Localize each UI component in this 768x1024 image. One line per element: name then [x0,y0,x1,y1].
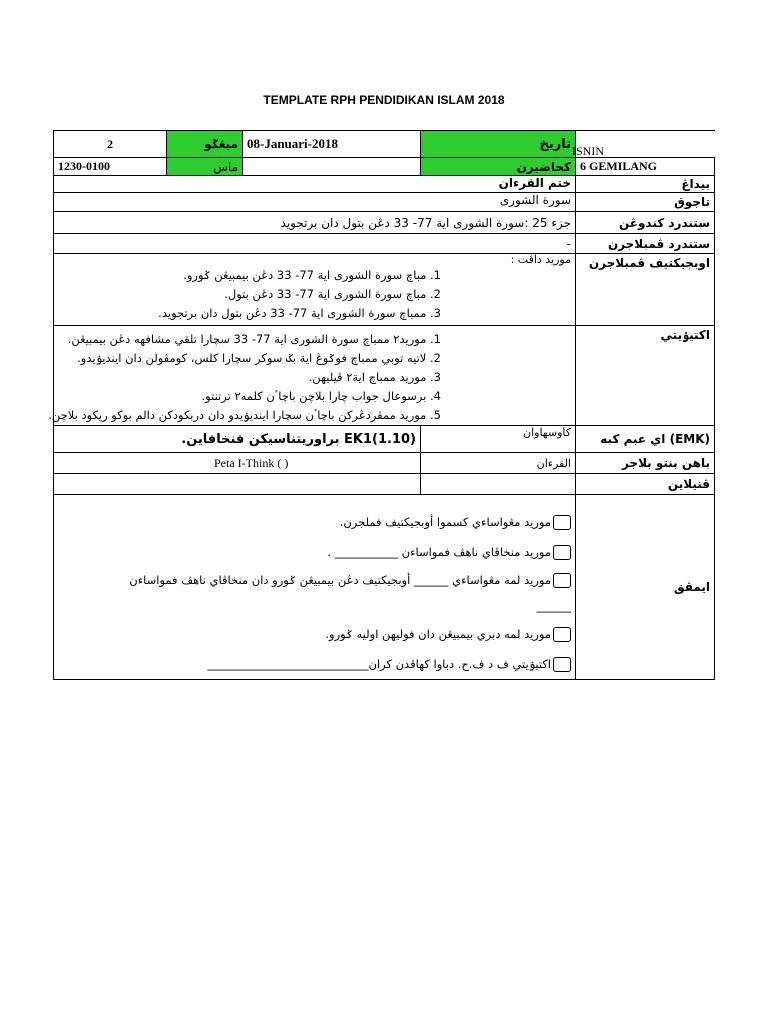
page-title: TEMPLATE RPH PENDIDIKAN ISLAM 2018 [263,93,505,107]
refleksi-list [58,495,571,679]
bbm-right: Peta I-Think ( ) [54,453,421,474]
objektif-item: 3. ممباچ سورة الشورى اية 77- 33 دڠن بتول دان برتجويد. [158,306,441,320]
penilaian-right [54,474,421,495]
emk-value: کاوسهاوان [421,426,576,453]
aktiviti-label: اکتيۏيتي [576,326,715,426]
minggu-value: 2 [54,131,167,158]
refleksi-item: موريد منخاڤاي ناهڤ فمواساءن ___________ . [58,537,571,567]
objektif-intro: موريد داڤت : [510,253,571,266]
sp-value: - [54,234,576,254]
rph-table [48,130,715,680]
bbm-label: باهن بنتو بلاجر [576,453,715,474]
checkbox-icon[interactable] [553,657,571,672]
checkbox-icon[interactable] [553,573,571,588]
objektif-list [58,266,571,323]
checkbox-icon[interactable] [553,545,571,560]
hari-value: ISNIN [572,144,604,158]
refleksi-label: ايمڤق [576,495,715,680]
kelas-value: 6 GEMILANG [576,158,715,176]
bidang-label: بيداڠ [576,176,715,193]
refleksi-item: موريد لمه دبري بيمبيڠن دان فوليهن اوليه ݢورو. [58,619,571,649]
refleksi-item: موريد لمه مڠواساءي ______ أوبجيکتيف دڠن بيمبيڠن ݢورو دان منخاڤاي ناهڤ فمواساءن ______ [129,573,571,613]
bbm-value: القرءان [421,453,576,474]
kehadiran-label: کحاضيرن [421,158,576,176]
penilaian-label: ڤنيلاين [576,474,715,495]
refleksi-item: اکتيۏيتي ف د ف.ح. دباوا کهاڤدن کران____________________________ [58,649,571,679]
checkbox-icon[interactable] [553,627,571,642]
objektif-cell [54,254,576,326]
objektif-item: 2. مباچ سورة الشورى اية 77- 33 دڠن بتول. [224,287,441,301]
aktiviti-item: 5. موريد ممڤردڠرکن باچاٴن سچارا اينديۏيدو دان دربکودکن دالم بوکو ريکود بلاچن. [48,408,441,422]
penilaian-value [421,474,576,495]
sp-label: ستندرد ڤمبلاجرن [576,234,715,254]
refleksi-item: موريد مڠواساءي کسموا أوبجيکتيف فملجرن. [58,507,571,537]
hari-cell [572,131,715,158]
tajuk-value: سورة الشورى [54,193,576,212]
aktiviti-list [48,326,571,425]
sk-value: جزء 25 :سورة الشورى اية 77- 33 دڠن بتول دان برتجويد [54,212,576,234]
objektif-item: 1. مباچ سورة الشورى اية 77- 33 دڠن بيمبيڠن ݢورو. [183,268,441,282]
tarikh-value: 08-Januari-2018 [243,131,421,158]
objektif-label: اوبجيکتيف ڤمبلاجرن [576,254,715,326]
tarikh-label: تاريخ [421,131,576,158]
sk-label: ستندرد کندوڠن [576,212,715,234]
aktiviti-item: 2. لاتيه توبي ممباچ فوݢوڠ اية بݢ سوکر سچارا کلس، کومڤولن دان اينديۏيدو. [77,351,441,365]
checkbox-icon[interactable] [553,515,571,530]
minggu-label: ميڠݢو [167,131,243,158]
tajuk-label: تاجوق [576,193,715,212]
aktiviti-item: 1. موريد۲ ممباچ سورة الشورى اية 77- 33 سچارا تلقي مشافهه دڠن بيمبيڠن. [67,332,441,346]
aktiviti-cell [48,326,576,426]
kehadiran-value [243,158,421,176]
masa-label: ماس [167,158,243,176]
masa-value: 1230-0100 [54,158,167,176]
emk-right: EK1(1.10) براوريتناسيکن فنخافاين. [54,426,421,453]
bidang-value: ختم القرءان [54,176,576,193]
aktiviti-item: 4. برسوعال جواب چارا بلاچن باچاٴن کلمه۲ ترتنتو. [201,389,441,403]
emk-label: اي عبم کبه (EMK) [576,426,715,453]
aktiviti-item: 3. موريد ممباچ اية۲ ڤيليهن. [308,370,441,384]
refleksi-cell [54,495,576,680]
